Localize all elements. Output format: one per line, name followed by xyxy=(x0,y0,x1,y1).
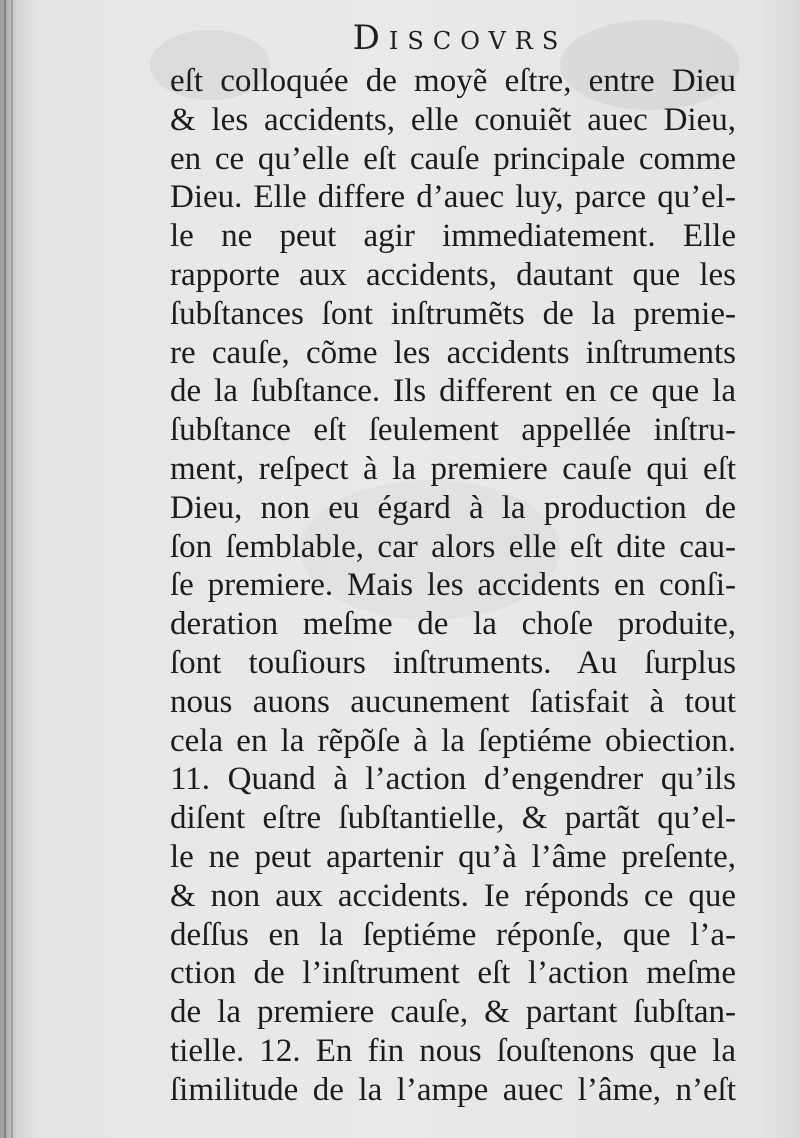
text-line: ſubſtances ſont inſtrumẽts de la premie- xyxy=(170,295,736,332)
page-header xyxy=(0,18,800,58)
text-line: le ne peut apartenir qu’à l’âme preſente, xyxy=(170,838,736,875)
text-line: nous auons aucunement ſatisfait à tout xyxy=(170,683,736,720)
text-line: ſe premiere. Mais les accidents en conſi- xyxy=(170,567,736,604)
text-line: de la premiere cauſe, & partant ſubſtan- xyxy=(170,994,736,1031)
text-line: rapporte aux accidents, dautant que les xyxy=(170,256,736,293)
text-line: eſt colloquée de moyẽ eſtre, entre Dieu xyxy=(170,63,736,99)
text-line: cela en la rẽpõſe à la ſeptiéme obiection. xyxy=(170,722,736,759)
text-line: deſſus en la ſeptiéme réponſe, que l’a- xyxy=(170,916,736,953)
running-title: Discovrs xyxy=(352,18,568,58)
text-line: re cauſe, cõme les accidents inſtruments xyxy=(170,334,736,371)
text-line: ſont touſiours inſtruments. Au ſurplus xyxy=(170,644,736,681)
body-text xyxy=(170,62,736,1110)
text-line: Dieu, non eu égard à la production de xyxy=(170,489,736,526)
text-line: & les accidents, elle conuiẽt auec Dieu, xyxy=(170,101,736,138)
text-line: de la ſubſtance. Ils different en ce que la xyxy=(170,373,736,410)
text-line: en ce qu’elle eſt cauſe principale comme xyxy=(170,140,736,177)
text-line: ment, reſpect à la premiere cauſe qui eſt xyxy=(170,450,736,487)
text-line: 11. Quand à l’action d’engendrer qu’ils xyxy=(170,761,736,798)
text-line: ſimilitude de la l’ampe auec l’âme, n’eſt xyxy=(170,1071,736,1108)
text-line: diſent eſtre ſubſtantielle, & partãt qu’el- xyxy=(170,800,736,837)
text-line: deration meſme de la choſe produite, xyxy=(170,606,736,643)
text-line: ſubſtance eſt ſeulement appellée inſtru- xyxy=(170,412,736,449)
gutter-shadow xyxy=(4,0,6,1138)
text-line: tielle. 12. En fin nous ſouſtenons que la xyxy=(170,1032,736,1069)
text-line: le ne peut agir immediatement. Elle xyxy=(170,218,736,255)
text-line: ſon ſemblable, car alors elle eſt dite cau- xyxy=(170,528,736,565)
gutter-shadow-inner xyxy=(11,0,13,1138)
text-line: ction de l’inſtrument eſt l’action meſme xyxy=(170,955,736,992)
text-line: Dieu. Elle differe d’auec luy, parce qu’el- xyxy=(170,179,736,216)
text-line: & non aux accidents. Ie réponds ce que xyxy=(170,877,736,914)
